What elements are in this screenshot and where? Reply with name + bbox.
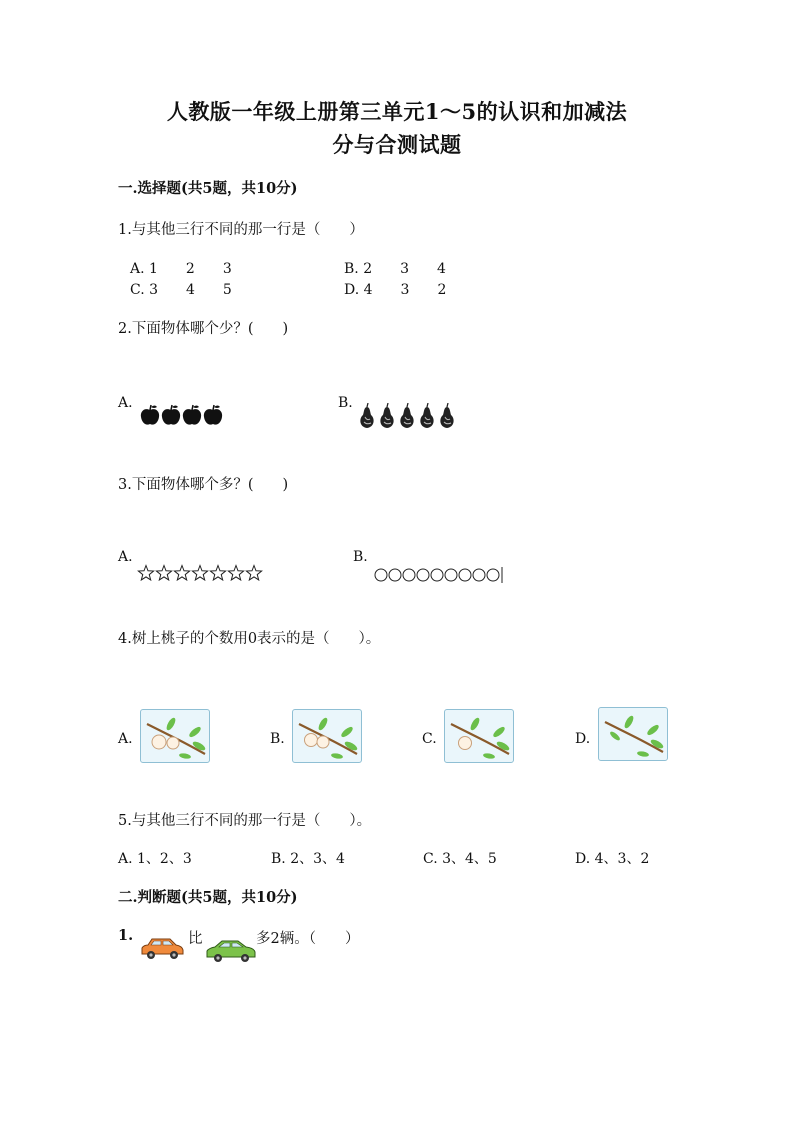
section-heading-choice: 一.选择题(共5题，共10分): [118, 180, 298, 197]
circle-icon: [375, 569, 387, 581]
q4-option-d-label[interactable]: D.: [575, 731, 591, 747]
q2-apples[interactable]: [140, 404, 226, 426]
q2-pears[interactable]: [358, 403, 460, 429]
judge-1-number: 1.: [118, 927, 134, 944]
apple-icon: [162, 405, 180, 425]
peach-branch-icon: [293, 710, 362, 763]
q1-option-c[interactable]: C. 3 4 5: [130, 282, 232, 298]
q5-option-a[interactable]: A. 1、2、3: [118, 851, 192, 867]
pear-icon: [440, 403, 453, 428]
circle-icon: [417, 569, 429, 581]
peach-branch-icon: [141, 710, 210, 763]
star-icon: [210, 566, 225, 580]
star-icon: [246, 566, 261, 580]
question-1-text: 1.与其他三行不同的那一行是（ ）: [118, 222, 364, 238]
q4-option-a-label[interactable]: A.: [118, 731, 133, 747]
q5-option-c[interactable]: C. 3、4、5: [423, 851, 497, 867]
star-icon: [174, 566, 189, 580]
pear-icon: [420, 403, 433, 428]
q1-option-d[interactable]: D. 4 3 2: [344, 282, 447, 298]
q1-option-a[interactable]: A. 1 2 3: [130, 261, 232, 277]
q2-option-a-label[interactable]: A.: [118, 395, 133, 411]
circle-icon: [403, 569, 415, 581]
star-icon: [138, 566, 153, 580]
q4-empty-branch-card[interactable]: [598, 707, 668, 761]
question-5-text: 5.与其他三行不同的那一行是（ ）。: [118, 813, 372, 829]
q1-option-b[interactable]: B. 2 3 4: [344, 261, 446, 277]
apple-icon: [141, 405, 159, 425]
q3-stars[interactable]: [137, 564, 265, 582]
question-3-text: 3.下面物体哪个多？( ): [118, 477, 289, 493]
judge-1-tail: 多2辆。（ ）: [256, 931, 360, 947]
q4-peach-branch-card[interactable]: [140, 709, 210, 763]
star-icon: [192, 566, 207, 580]
question-4-text: 4.树上桃子的个数用0表示的是（ ）。: [118, 631, 381, 647]
pear-icon: [400, 403, 413, 428]
q5-option-b[interactable]: B. 2、3、4: [271, 851, 345, 867]
section-heading-judge: 二.判断题(共5题，共10分): [118, 889, 298, 906]
circle-icon: [445, 569, 457, 581]
q3-circles[interactable]: [374, 566, 506, 584]
circle-icon: [473, 569, 485, 581]
circle-icon: [431, 569, 443, 581]
orange-car-icon: [138, 936, 186, 962]
green-car-icon: [204, 938, 258, 964]
page-subtitle: 分与合测试题: [332, 132, 462, 157]
q3-option-a-label[interactable]: A.: [118, 549, 133, 565]
apple-icon: [204, 405, 222, 425]
q4-peach-branch-card[interactable]: [444, 709, 514, 763]
q5-option-d[interactable]: D. 4、3、2: [575, 851, 650, 867]
judge-1-compare-word: 比: [188, 931, 203, 947]
branch-icon: [599, 708, 668, 761]
q2-option-b-label[interactable]: B.: [338, 395, 353, 411]
circle-icon: [389, 569, 401, 581]
pear-icon: [380, 403, 393, 428]
circle-icon: [487, 569, 499, 581]
star-icon: [228, 566, 243, 580]
page-title: 人教版一年级上册第三单元1～5的认识和加减法: [166, 99, 628, 124]
peach-branch-icon: [445, 710, 514, 763]
question-2-text: 2.下面物体哪个少？( ): [118, 321, 289, 337]
q4-peach-branch-card[interactable]: [292, 709, 362, 763]
star-icon: [156, 566, 171, 580]
circle-icon: [459, 569, 471, 581]
apple-icon: [183, 405, 201, 425]
pear-icon: [360, 403, 373, 428]
q4-option-c-label[interactable]: C.: [422, 731, 437, 747]
q3-option-b-label[interactable]: B.: [353, 549, 368, 565]
q4-option-b-label[interactable]: B.: [270, 731, 285, 747]
